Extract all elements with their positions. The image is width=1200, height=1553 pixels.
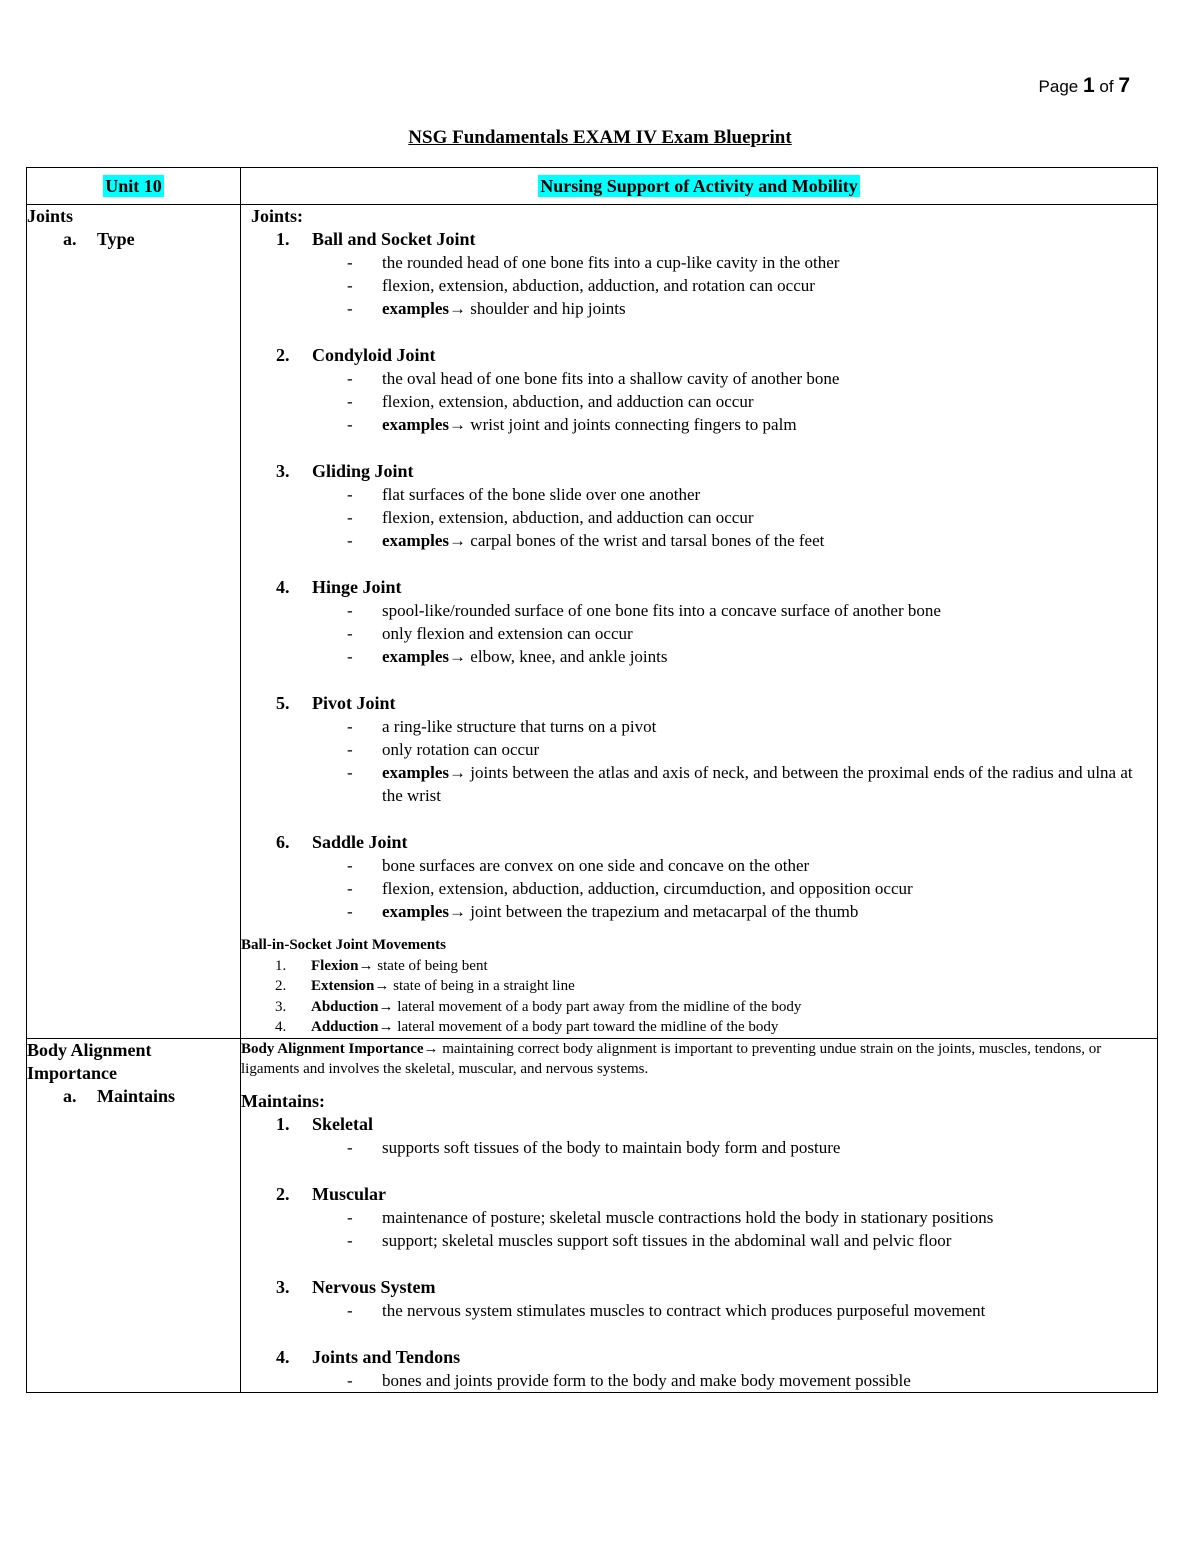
joint-type-name xyxy=(241,692,1157,715)
arrow-icon: → xyxy=(378,1019,394,1035)
bullet-point: - support; skeletal muscles support soft tissues in the abdominal wall and pelvic floor xyxy=(241,1229,1157,1252)
arrow-icon: → xyxy=(449,299,467,318)
arrow-icon: → xyxy=(374,978,390,994)
examples-point xyxy=(241,761,1157,807)
examples-point xyxy=(241,529,1157,552)
movement-term: Extension xyxy=(311,978,375,994)
item-number: 2. xyxy=(276,345,290,365)
section-subheading: a. Type xyxy=(63,229,135,249)
arrow-icon: → xyxy=(378,998,394,1015)
spacer xyxy=(241,320,1157,344)
item-title: Nervous System xyxy=(312,1276,436,1297)
unit-label: Unit 10 xyxy=(105,175,162,196)
bullet-point: - flexion, extension, abduction, and adduction can occur xyxy=(241,390,1157,413)
joint-type-item xyxy=(241,228,1157,320)
bullet-list xyxy=(241,1136,1157,1159)
movement-definition: lateral movement of a body part toward the midline of the body xyxy=(393,1019,779,1035)
section-heading: Joints xyxy=(27,206,74,226)
arrow-icon: → xyxy=(449,647,467,666)
table-row xyxy=(27,205,1158,1039)
system-item xyxy=(241,1322,1157,1392)
bullet-list xyxy=(241,715,1157,807)
examples-label: examples xyxy=(382,299,450,318)
bullet-list xyxy=(241,1206,1157,1252)
spacer xyxy=(241,552,1157,576)
item-title: Joints and Tendons xyxy=(312,1346,461,1367)
joint-type-item xyxy=(241,807,1157,923)
examples-text: joints between the atlas and axis of neck, and between the proximal ends of the radius and ulna at the wrist xyxy=(382,763,1133,805)
joint-type-name xyxy=(241,460,1157,483)
bullet-list xyxy=(241,1369,1157,1392)
bullet-point: - only rotation can occur xyxy=(241,738,1157,761)
spacer xyxy=(241,807,1157,831)
bullet-list xyxy=(241,854,1157,923)
examples-text: shoulder and hip joints xyxy=(466,299,626,318)
examples-text: wrist joint and joints connecting fingers to palm xyxy=(466,415,797,434)
item-number: 2. xyxy=(275,978,287,994)
bullet-point: - flexion, extension, abduction, and adduction can occur xyxy=(241,506,1157,529)
examples-point xyxy=(241,297,1157,320)
section-subheading: a. Maintains xyxy=(63,1085,176,1106)
spacer xyxy=(241,668,1157,692)
item-title: Pivot Joint xyxy=(312,693,396,713)
item-title: Muscular xyxy=(312,1183,386,1204)
spacer xyxy=(241,1252,1157,1276)
bullet-point: - spool-like/rounded surface of one bone fits into a concave surface of another bone xyxy=(241,599,1157,622)
topic-cell xyxy=(241,168,1158,205)
item-title: Skeletal xyxy=(312,1113,373,1134)
examples-point xyxy=(241,413,1157,436)
item-number: 4. xyxy=(276,1346,290,1367)
joint-type-list xyxy=(241,228,1157,923)
item-number: 3. xyxy=(276,1276,290,1297)
movement-item xyxy=(241,956,1157,977)
table-row xyxy=(27,1038,1158,1392)
item-title: Gliding Joint xyxy=(312,461,414,481)
joint-type-item xyxy=(241,436,1157,552)
examples-label: examples xyxy=(382,647,450,666)
alignment-intro: Body Alignment Importance→ maintaining correct body alignment is important to preventing undue strain on the joints, muscles, tendons, or ligaments and involves the skeletal, muscular, and nervous systems. xyxy=(241,1040,1102,1077)
examples-label: examples xyxy=(382,763,450,782)
bullet-point: - the nervous system stimulates muscles to contract which produces purposeful movement xyxy=(241,1299,1157,1322)
joints-heading: Joints: xyxy=(251,206,304,226)
alignment-left-cell xyxy=(27,1038,241,1392)
spacer xyxy=(241,1322,1157,1346)
joint-type-name xyxy=(241,344,1157,367)
bullet-point: - bones and joints provide form to the body and make body movement possible xyxy=(241,1369,1157,1392)
arrow-icon: → xyxy=(449,415,467,434)
unit-cell xyxy=(27,168,241,205)
bullet-point: - only flexion and extension can occur xyxy=(241,622,1157,645)
examples-point xyxy=(241,900,1157,923)
system-item xyxy=(241,1159,1157,1252)
item-number: 5. xyxy=(276,693,290,713)
arrow-icon: → xyxy=(449,531,467,550)
alignment-content-cell xyxy=(241,1038,1158,1392)
movement-term: Adduction xyxy=(311,1019,379,1035)
item-number: 4. xyxy=(275,1019,287,1035)
spacer xyxy=(241,436,1157,460)
movement-term: Abduction xyxy=(311,998,379,1015)
examples-text: elbow, knee, and ankle joints xyxy=(466,647,668,666)
movement-definition: state of being in a straight line xyxy=(389,978,575,994)
item-number: 6. xyxy=(276,832,290,852)
item-number: 4. xyxy=(276,577,290,597)
movement-item xyxy=(241,997,1157,1018)
topic-label: Nursing Support of Activity and Mobility xyxy=(540,175,858,196)
movement-definition: lateral movement of a body part away from the midline of the body xyxy=(393,998,802,1015)
joint-type-item xyxy=(241,552,1157,668)
system-item xyxy=(241,1252,1157,1322)
page-title: NSG Fundamentals EXAM IV Exam Blueprint xyxy=(408,127,792,148)
joint-type-name xyxy=(241,576,1157,599)
arrow-icon: → xyxy=(358,957,374,974)
system-name xyxy=(241,1276,1157,1299)
page-number: Page 1 of 7 xyxy=(1038,74,1130,97)
system-name xyxy=(241,1346,1157,1369)
table-header-row xyxy=(27,168,1158,205)
item-title: Saddle Joint xyxy=(312,832,408,852)
bullet-point: - flat surfaces of the bone slide over one another xyxy=(241,483,1157,506)
joint-type-name xyxy=(241,831,1157,854)
section-heading: Body Alignment Importance xyxy=(27,1039,152,1083)
system-item xyxy=(241,1113,1157,1159)
bullet-list xyxy=(241,483,1157,552)
bullet-point: - supports soft tissues of the body to maintain body form and posture xyxy=(241,1136,1157,1159)
item-title: Condyloid Joint xyxy=(312,345,436,365)
bullet-list xyxy=(241,367,1157,436)
bullet-point: - a ring-like structure that turns on a pivot xyxy=(241,715,1157,738)
examples-label: examples xyxy=(382,531,450,550)
movement-item xyxy=(241,976,1157,997)
bullet-list xyxy=(241,251,1157,320)
item-number: 3. xyxy=(276,461,290,481)
movement-item xyxy=(241,1017,1157,1038)
joints-left-cell xyxy=(27,205,241,1039)
system-list xyxy=(241,1113,1157,1392)
movements-heading: Ball-in-Socket Joint Movements xyxy=(241,937,446,953)
blueprint-table xyxy=(26,167,1158,1393)
item-title: Ball and Socket Joint xyxy=(312,229,476,249)
maintains-heading: Maintains: xyxy=(241,1090,326,1111)
bullet-list xyxy=(241,599,1157,668)
examples-point xyxy=(241,645,1157,668)
bullet-point: - flexion, extension, abduction, adduction, circumduction, and opposition occur xyxy=(241,877,1157,900)
examples-text: carpal bones of the wrist and tarsal bones of the feet xyxy=(466,531,825,550)
bullet-point: - flexion, extension, abduction, adduction, and rotation can occur xyxy=(241,274,1157,297)
examples-label: examples xyxy=(382,902,450,921)
joint-type-name xyxy=(241,228,1157,251)
bullet-point: - the rounded head of one bone fits into a cup-like cavity in the other xyxy=(241,251,1157,274)
arrow-icon: → xyxy=(449,902,467,921)
movement-term: Flexion xyxy=(311,957,359,974)
bullet-point: - the oval head of one bone fits into a shallow cavity of another bone xyxy=(241,367,1157,390)
arrow-icon: → xyxy=(449,763,467,782)
examples-label: examples xyxy=(382,415,450,434)
item-number: 1. xyxy=(275,957,287,974)
item-title: Hinge Joint xyxy=(312,577,402,597)
spacer xyxy=(241,1159,1157,1183)
bullet-list xyxy=(241,1299,1157,1322)
bullet-point: - bone surfaces are convex on one side and concave on the other xyxy=(241,854,1157,877)
item-number: 1. xyxy=(276,229,290,249)
movements-block xyxy=(241,935,1157,1038)
item-number: 3. xyxy=(275,998,287,1015)
joint-type-item xyxy=(241,320,1157,436)
item-number: 2. xyxy=(276,1183,290,1204)
item-number: 1. xyxy=(276,1113,290,1134)
joints-content-cell xyxy=(241,205,1158,1039)
examples-text: joint between the trapezium and metacarpal of the thumb xyxy=(466,902,859,921)
system-name xyxy=(241,1183,1157,1206)
movement-definition: state of being bent xyxy=(373,957,488,974)
joint-type-item xyxy=(241,668,1157,807)
movements-list xyxy=(241,956,1157,1038)
system-name xyxy=(241,1113,1157,1136)
bullet-point: - maintenance of posture; skeletal muscle contractions hold the body in stationary positions xyxy=(241,1206,1157,1229)
